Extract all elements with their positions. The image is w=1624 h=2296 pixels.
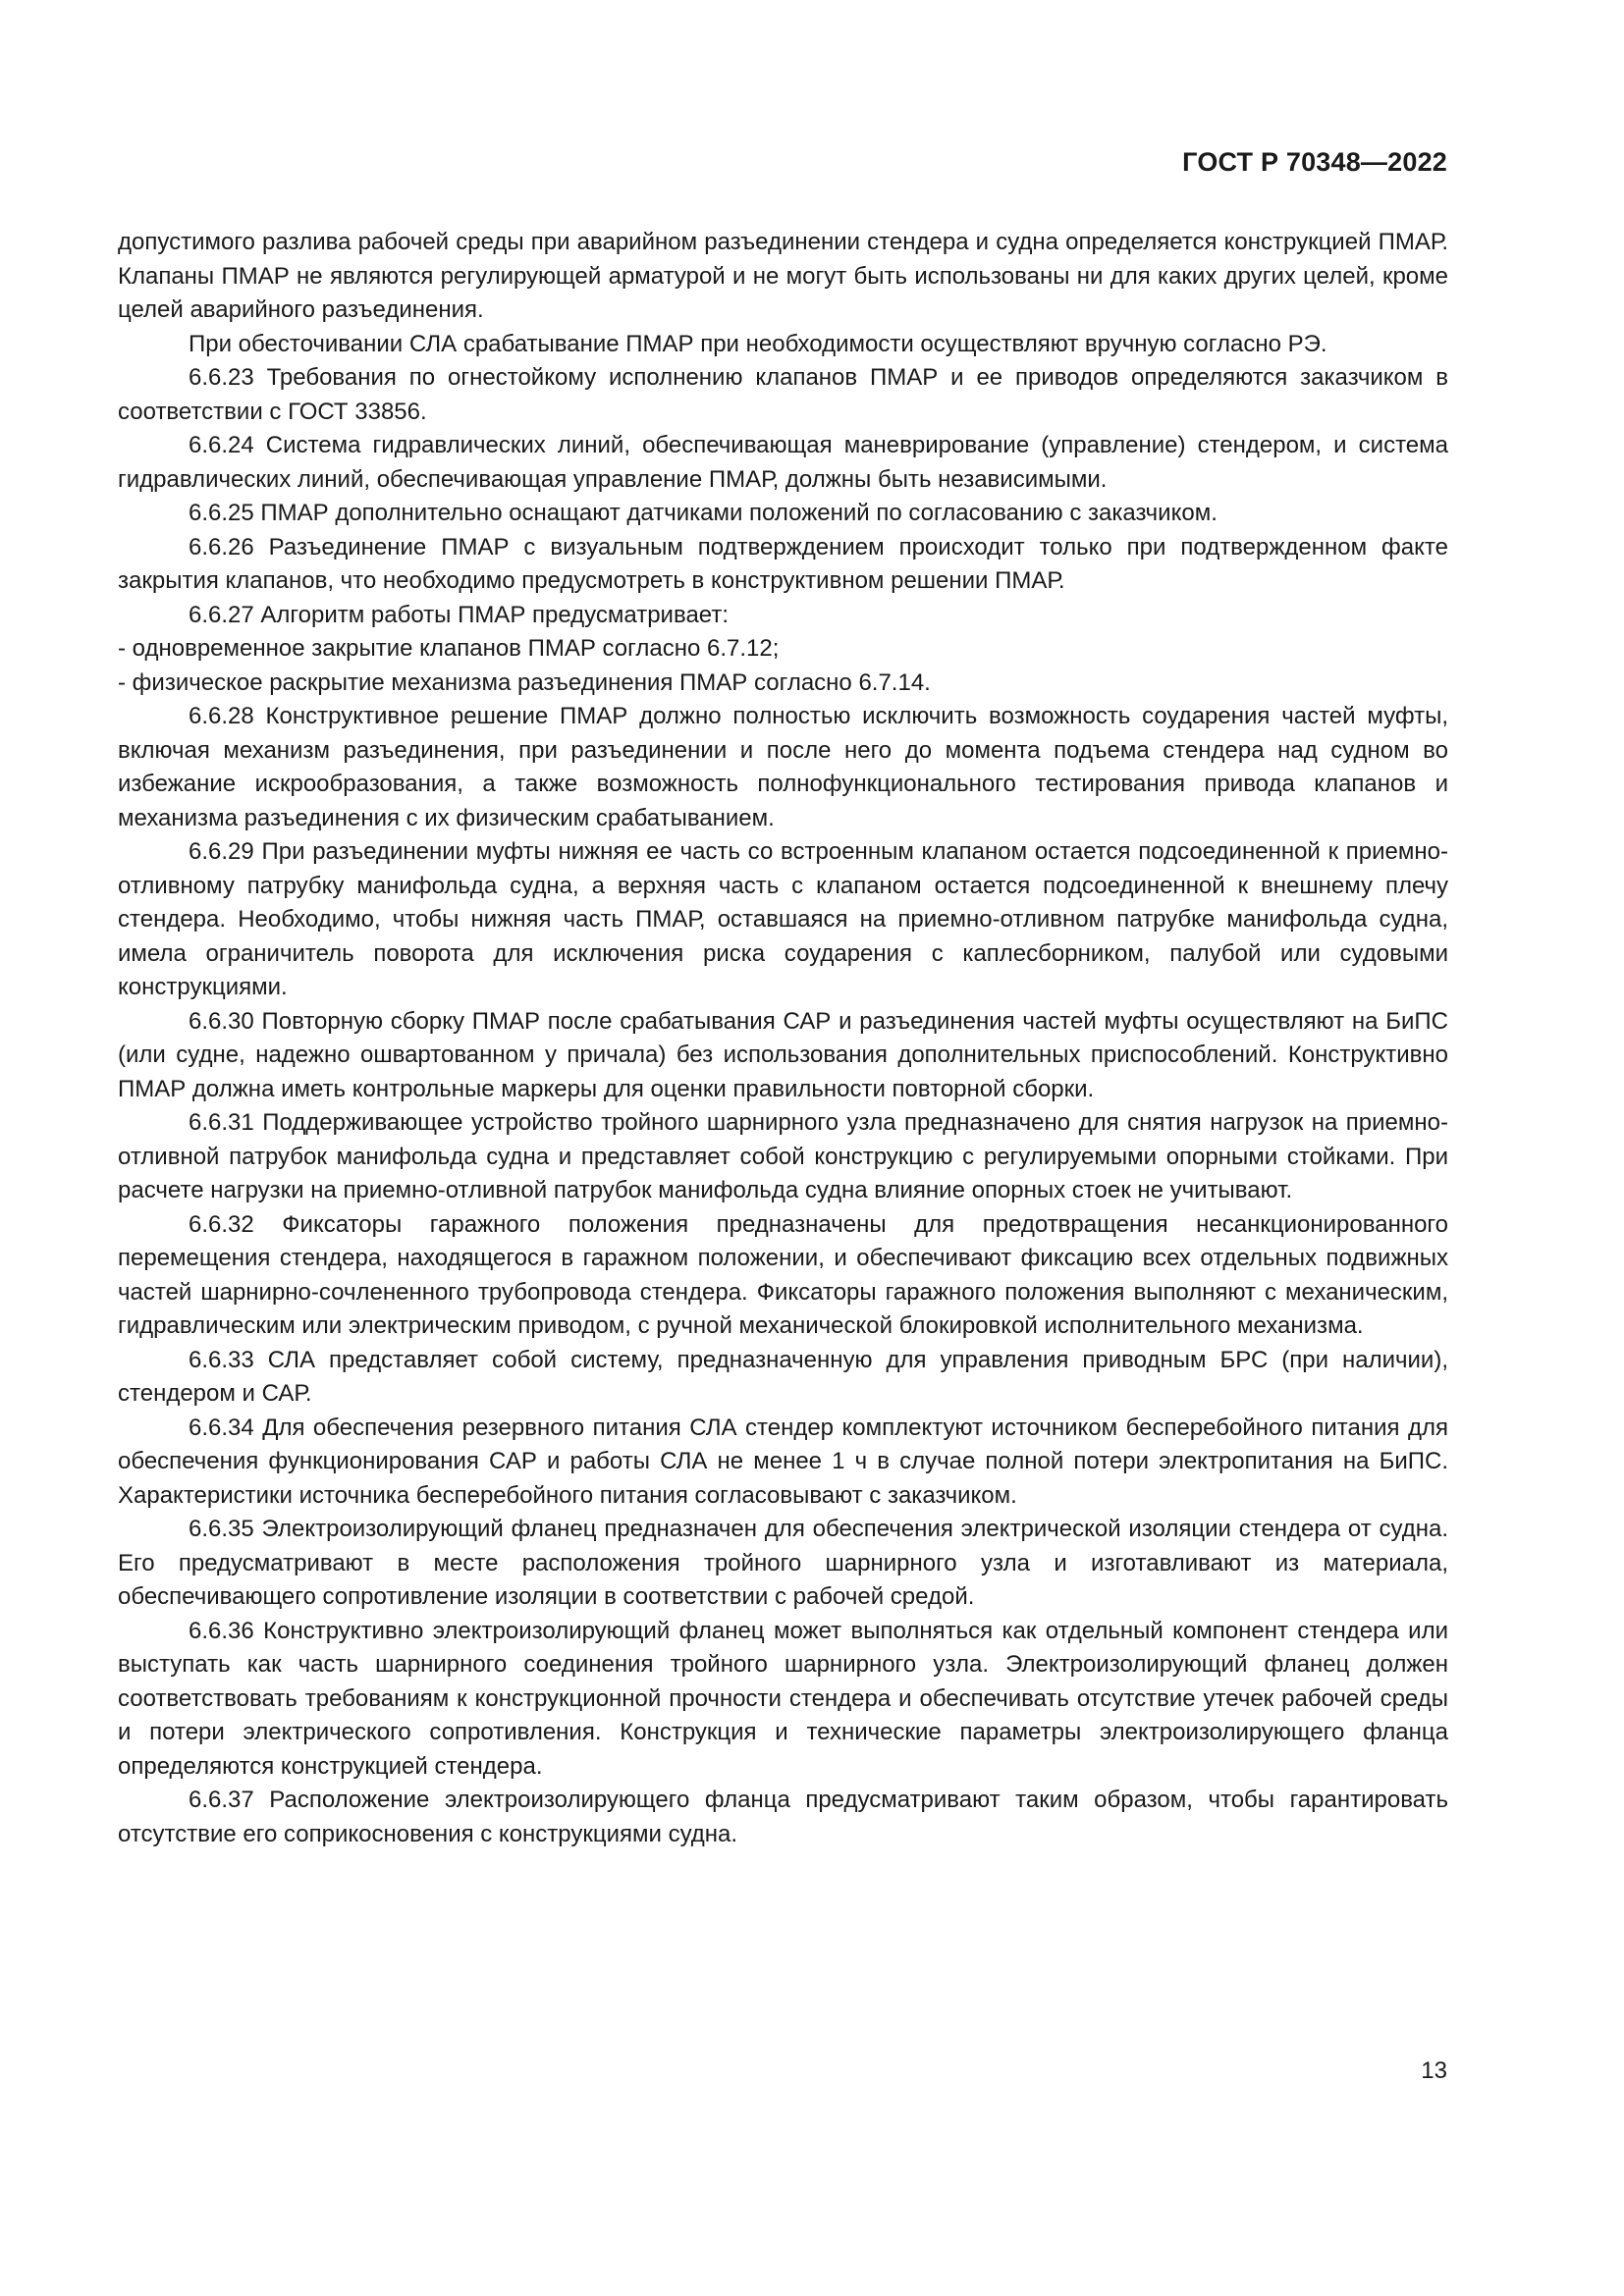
- clause-6-6-24: 6.6.24 Система гидравлических линий, обеспечивающая маневрирование (управление) стендером, и система гидравлических линий, обеспечивающая управление ПМАР, должны быть независимыми.: [118, 432, 1448, 493]
- clause-6-6-35: 6.6.35 Электроизолирующий фланец предназначен для обеспечения электрической изоляции стендера от судна. Его предусматривают в месте расположения тройного шарнирного узла и изготавливают из материала, обеспечивающего сопротивление изоляции в соответствии с рабочей средой.: [118, 1516, 1448, 1610]
- clause-6-6-26: 6.6.26 Разъединение ПМАР с визуальным подтверждением происходит только при подтвержденном факте закрытия клапанов, что необходимо предусмотреть в конструктивном решении ПМАР.: [118, 533, 1448, 594]
- clause-6-6-25: 6.6.25 ПМАР дополнительно оснащают датчиками положений по согласованию с заказчиком.: [189, 500, 1218, 526]
- clause-6-6-23: 6.6.23 Требования по огнестойкому исполнению клапанов ПМАР и ее приводов определяются заказчиком в соответствии с ГОСТ 33856.: [118, 364, 1448, 425]
- paragraph-continuation: допустимого разлива рабочей среды при аварийном разъединении стендера и судна определяется конструкцией ПМАР. Клапаны ПМАР не являются регулирующей арматурой и не могут быть использованы ни для каких других целей, кроме целей аварийного разъединения.: [118, 229, 1448, 323]
- clause-6-6-37: 6.6.37 Расположение электроизолирующего фланца предусматривают таким образом, чтобы гарантировать отсутствие его соприкосновения с конструкциями судна.: [118, 1787, 1448, 1847]
- list-item: - одновременное закрытие клапанов ПМАР согласно 6.7.12;: [118, 635, 780, 662]
- clause-6-6-28: 6.6.28 Конструктивное решение ПМАР должно полностью исключить возможность соударения частей муфты, включая механизм разъединения, при разъединении и после него до момента подъема стендера над судном во избежание искрообразования, а также возможность полнофункционального тестирования привода клапанов и механизма разъединения с их физическим срабатыванием.: [118, 703, 1448, 831]
- clause-6-6-27: 6.6.27 Алгоритм работы ПМАР предусматривает:: [189, 601, 729, 628]
- clause-6-6-33: 6.6.33 СЛА представляет собой систему, предназначенную для управления приводным БРС (при наличии), стендером и САР.: [118, 1346, 1448, 1407]
- paragraph: При обесточивании СЛА срабатывание ПМАР при необходимости осуществляют вручную согласно РЭ.: [189, 330, 1327, 357]
- clause-6-6-36: 6.6.36 Конструктивно электроизолирующий фланец может выполняться как отдельный компонент стендера или выступать как часть шарнирного соединения тройного шарнирного узла. Электроизолирующий фланец должен соответствовать требованиям к конструкционной прочности стендера и обеспечивать отсутствие утечек рабочей среды и потери электрического сопротивления. Конструкция и технические параметры электроизолирующего фланца определяются конструкцией стендера.: [118, 1617, 1448, 1780]
- clause-6-6-31: 6.6.31 Поддерживающее устройство тройного шарнирного узла предназначено для снятия нагрузок на приемно-отливной патрубок манифольда судна и представляет собой конструкцию с регулируемыми опорными стойками. При расчете нагрузки на приемно-отливной патрубок манифольда судна влияние опорных стоек не учитывают.: [118, 1109, 1448, 1203]
- list-item: - физическое раскрытие механизма разъединения ПМАР согласно 6.7.14.: [118, 668, 931, 696]
- clause-6-6-30: 6.6.30 Повторную сборку ПМАР после срабатывания САР и разъединения частей муфты осуществляют на БиПС (или судне, надежно ошвартованном у причала) без использования дополнительных приспособлений. Конструктивно ПМАР должна иметь контрольные маркеры для оценки правильности повторной сборки.: [118, 1007, 1448, 1102]
- clause-6-6-29: 6.6.29 При разъединении муфты нижняя ее часть со встроенным клапаном остается подсоединенной к приемно-отливному патрубку манифольда судна, а верхняя часть с клапаном остается подсоединенной к внешнему плечу стендера. Необходимо, чтобы нижняя часть ПМАР, оставшаяся на приемно-отливном патрубке манифольда судна, имела ограничитель поворота для исключения риска соударения с каплесборником, палубой или судовыми конструкциями.: [118, 838, 1448, 1000]
- page-number: 13: [1421, 2057, 1447, 2084]
- document-body: [118, 226, 1448, 1851]
- clause-6-6-34: 6.6.34 Для обеспечения резервного питания СЛА стендер комплектуют источником бесперебойного питания для обеспечения функционирования САР и работы СЛА не менее 1 ч в случае полной потери электропитания на БиПС. Характеристики источника бесперебойного питания согласовывают с заказчиком.: [118, 1414, 1448, 1509]
- clause-6-6-32: 6.6.32 Фиксаторы гаражного положения предназначены для предотвращения несанкционированного перемещения стендера, находящегося в гаражном положении, и обеспечивают фиксацию всех отдельных подвижных частей шарнирно-сочлененного трубопровода стендера. Фиксаторы гаражного положения выполняют с механическим, гидравлическим или электрическим приводом, с ручной механической блокировкой исполнительного механизма.: [118, 1210, 1448, 1339]
- document-header: ГОСТ Р 70348—2022: [1182, 147, 1447, 177]
